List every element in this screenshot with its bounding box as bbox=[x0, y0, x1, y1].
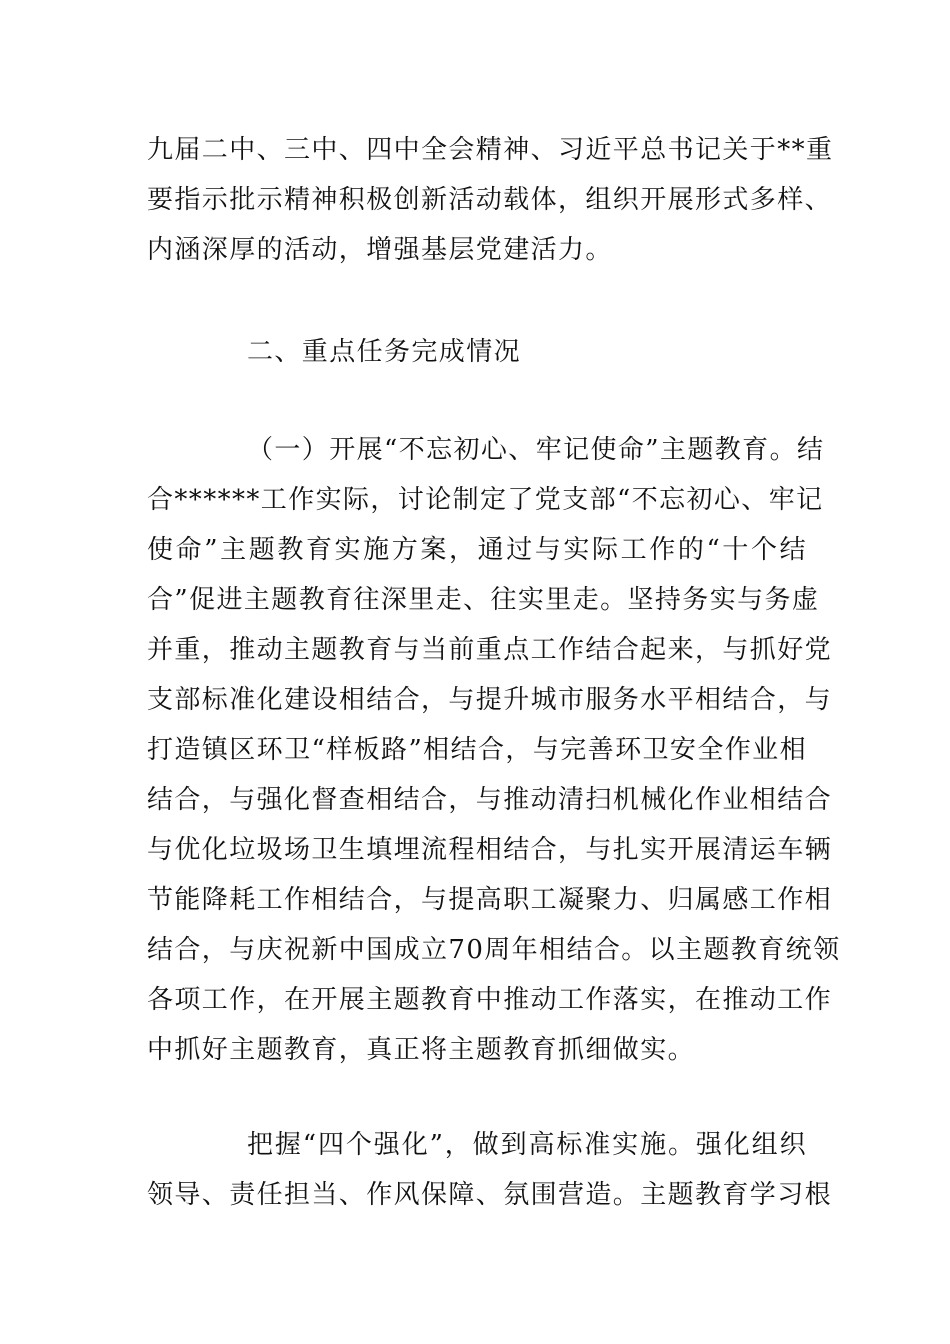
paragraph-line: 与优化垃圾场卫生填埋流程相结合，与扎实开展清运车辆 bbox=[147, 835, 833, 865]
paragraph-line: 各项工作，在开展主题教育中推动工作落实，在推动工作 bbox=[147, 985, 833, 1015]
paragraph-line: 并重，推动主题教育与当前重点工作结合起来，与抓好党 bbox=[147, 635, 833, 665]
paragraph-line: 要指示批示精神积极创新活动载体，组织开展形式多样、 bbox=[147, 185, 833, 215]
paragraph-line: 中抓好主题教育，真正将主题教育抓细做实。 bbox=[147, 1035, 696, 1065]
paragraph-line: 合******工作实际，讨论制定了党支部“不忘初心、牢记 bbox=[147, 485, 824, 515]
paragraph-line: 九届二中、三中、四中全会精神、习近平总书记关于**重 bbox=[147, 135, 834, 165]
paragraph-line: 结合，与强化督查相结合，与推动清扫机械化作业相结合 bbox=[147, 785, 833, 815]
paragraph-line: （一）开展“不忘初心、牢记使命”主题教育。结 bbox=[247, 435, 825, 465]
paragraph-line: 支部标准化建设相结合，与提升城市服务水平相结合，与 bbox=[147, 685, 833, 715]
paragraph-line: 内涵深厚的活动，增强基层党建活力。 bbox=[147, 235, 613, 265]
paragraph-line: 把握“四个强化”，做到高标准实施。强化组织 bbox=[247, 1130, 807, 1160]
paragraph-line: 节能降耗工作相结合，与提高职工凝聚力、归属感工作相 bbox=[147, 885, 833, 915]
paragraph-line: 合”促进主题教育往深里走、往实里走。坚持务实与务虚 bbox=[147, 585, 820, 615]
paragraph-line: 打造镇区环卫“样板路”相结合，与完善环卫安全作业相 bbox=[147, 735, 807, 765]
section-heading: 二、重点任务完成情况 bbox=[247, 337, 522, 367]
paragraph-line: 使命”主题教育实施方案，通过与实际工作的“十个结 bbox=[147, 535, 807, 565]
paragraph-line: 结合，与庆祝新中国成立70周年相结合。以主题教育统领 bbox=[147, 935, 841, 965]
paragraph-line: 领导、责任担当、作风保障、氛围营造。主题教育学习根 bbox=[147, 1180, 833, 1210]
